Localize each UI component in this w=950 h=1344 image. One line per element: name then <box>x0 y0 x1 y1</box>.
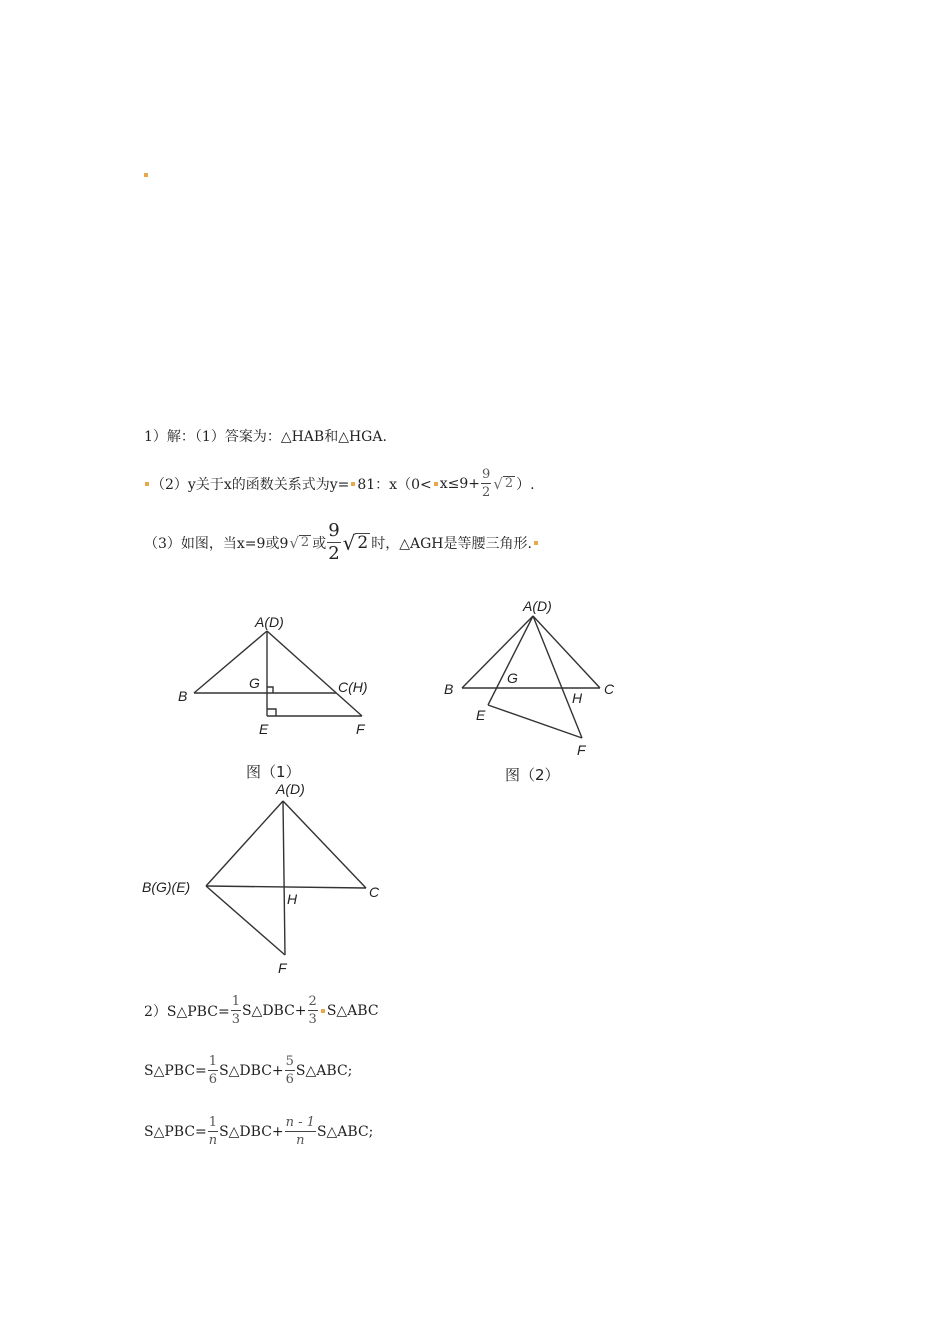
part2-suffix: ）. <box>516 476 535 493</box>
marker-dot <box>144 173 148 177</box>
label-g: G <box>249 675 260 691</box>
fraction-denominator: 3 <box>231 1012 240 1027</box>
answer-part1-text: 1）解：（1）答案为：△HAB和△HGA. <box>144 429 387 445</box>
sqrt-argument: 2 <box>300 534 310 550</box>
fraction-numerator: 5 <box>285 1054 294 1069</box>
answer2-line1 <box>144 995 379 1026</box>
line2-fraction2 <box>285 1055 295 1086</box>
answer2-line2 <box>144 1055 352 1086</box>
part3-sqrt1 <box>289 534 311 552</box>
fraction-denominator: 6 <box>208 1072 218 1087</box>
line3-suffix: S△ABC; <box>316 1123 374 1140</box>
label-c: C <box>604 681 615 697</box>
sqrt-argument: 2 <box>357 532 369 553</box>
label-b: B <box>178 688 188 704</box>
line3-fraction2 <box>285 1116 316 1147</box>
fraction-denominator: 2 <box>328 543 340 564</box>
part2-sqrt <box>493 475 515 493</box>
line2-fraction1 <box>208 1055 218 1086</box>
figure-2 <box>440 592 630 762</box>
figure-3 <box>140 777 390 977</box>
line1-mid: S△DBC+ <box>241 1002 307 1019</box>
part3-suffix: 时，△AGH是等腰三角形. <box>371 535 532 552</box>
line2-prefix: S△PBC= <box>144 1062 207 1079</box>
line2-mid: S△DBC+ <box>219 1062 284 1079</box>
line3-prefix: S△PBC= <box>144 1123 207 1140</box>
figure-1-caption: 图（1） <box>246 763 301 781</box>
marker-dot <box>145 482 149 486</box>
answer-part1 <box>144 426 387 446</box>
label-b: B(G)(E) <box>142 879 191 895</box>
part3-fraction <box>327 522 340 563</box>
part3-sqrt2 <box>343 531 371 555</box>
line2-suffix: S△ABC; <box>295 1062 353 1079</box>
label-e: E <box>259 721 269 737</box>
segment-ac <box>533 616 600 688</box>
fraction-numerator: n - 1 <box>285 1115 315 1130</box>
radical-icon: √ <box>493 474 503 493</box>
part3-prefix: （3）如图，当x=9或9 <box>144 535 289 552</box>
fraction-denominator: 6 <box>285 1072 294 1087</box>
fraction-numerator: 1 <box>208 1115 218 1130</box>
fraction-denominator: 3 <box>308 1012 317 1027</box>
part3-or: 或 <box>312 535 327 552</box>
label-c: C(H) <box>338 679 368 695</box>
line1-prefix: 2）S△PBC= <box>144 1003 230 1020</box>
radical-icon: √ <box>342 530 356 555</box>
right-angle-mark-e <box>267 709 276 716</box>
segment-af <box>267 631 362 716</box>
marker-dot <box>351 482 355 486</box>
label-h: H <box>287 891 298 907</box>
fraction-numerator: 1 <box>208 1054 218 1069</box>
label-c: C <box>369 884 380 900</box>
line1-fraction2 <box>308 995 318 1026</box>
fraction-numerator: 9 <box>481 467 491 482</box>
fraction-numerator: 9 <box>328 520 340 541</box>
segment-af <box>533 616 582 738</box>
label-h: H <box>572 690 583 706</box>
segment-ab <box>206 801 283 886</box>
part2-mid1: 81：x（0< <box>357 476 432 493</box>
fraction-denominator: n <box>208 1133 218 1148</box>
sqrt-argument: 2 <box>504 475 514 491</box>
figure-2-caption: 图（2） <box>505 766 560 784</box>
line1-suffix: S△ABC <box>326 1002 379 1019</box>
label-a: A(D) <box>523 598 552 614</box>
segment-ef <box>206 886 285 955</box>
answer2-line3 <box>144 1116 373 1147</box>
label-b: B <box>444 681 454 697</box>
segment-bc <box>206 886 366 888</box>
answer-part3 <box>144 522 540 563</box>
label-a: A(D) <box>276 781 305 797</box>
radical-icon: √ <box>289 533 299 552</box>
label-g: G <box>507 670 518 686</box>
fraction-denominator: n <box>296 1133 305 1148</box>
figure-1 <box>170 605 390 745</box>
label-f: F <box>577 742 586 758</box>
part2-prefix: （2）y关于x的函数关系式为y= <box>151 476 350 493</box>
marker-dot <box>434 482 438 486</box>
marker-dot <box>321 1009 325 1013</box>
line3-mid: S△DBC+ <box>219 1123 284 1140</box>
segment-ef <box>488 705 582 738</box>
segment-ac <box>283 801 366 888</box>
segment-ae <box>488 616 533 705</box>
label-e: E <box>476 707 486 723</box>
marker-dot <box>534 541 538 545</box>
segment-af <box>283 801 285 955</box>
answer-part2 <box>143 468 535 499</box>
label-f: F <box>356 721 365 737</box>
segment-ab <box>462 616 533 688</box>
part2-mid2: x≤9+ <box>439 475 480 492</box>
fraction-numerator: 2 <box>308 994 317 1009</box>
line1-fraction1 <box>231 995 241 1026</box>
right-angle-mark-g <box>267 687 273 693</box>
part2-fraction <box>481 468 491 499</box>
fraction-denominator: 2 <box>481 485 491 500</box>
line3-fraction1 <box>208 1116 218 1147</box>
fraction-numerator: 1 <box>231 994 240 1009</box>
label-f: F <box>278 960 287 976</box>
label-a: A(D) <box>255 614 284 630</box>
